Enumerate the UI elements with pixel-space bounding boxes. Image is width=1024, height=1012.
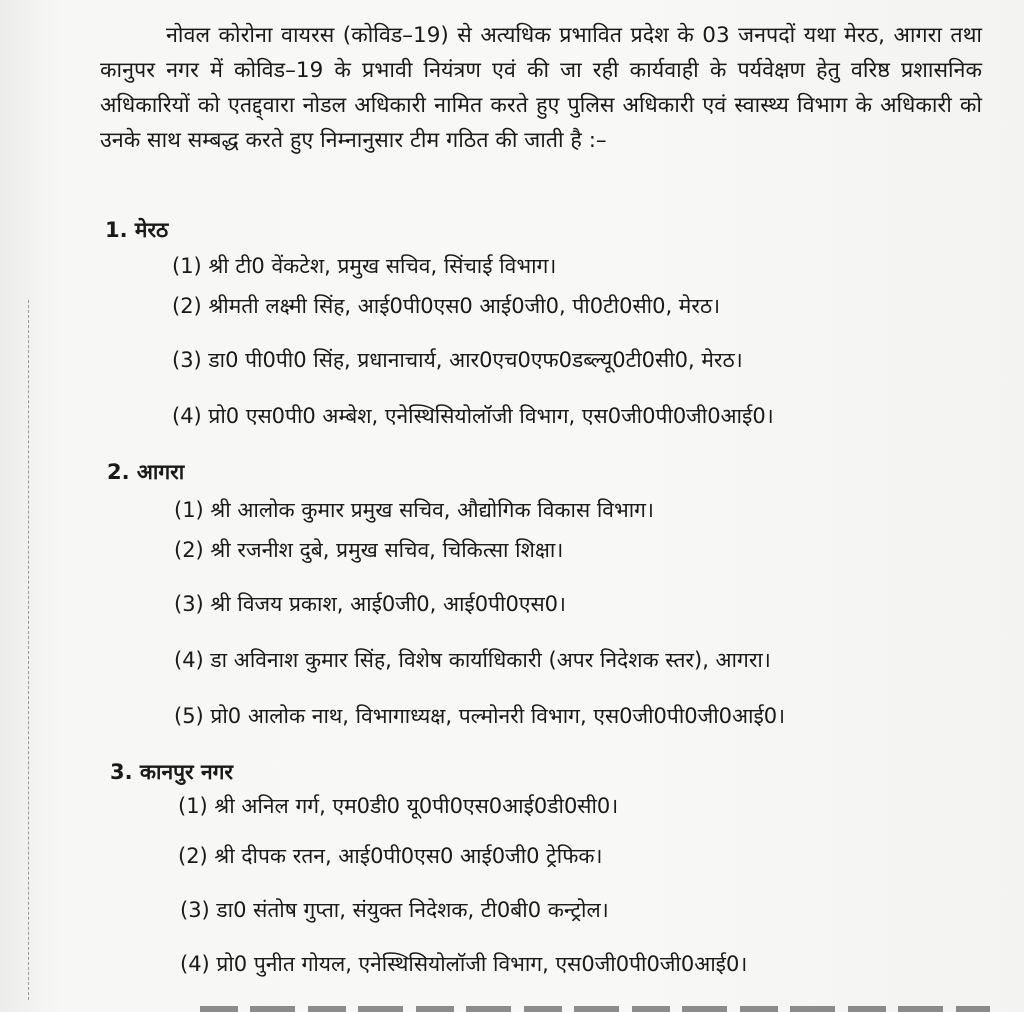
agra-item-2: (2) श्री रजनीश दुबे, प्रमुख सचिव, चिकित्सा शिक्षा। — [174, 538, 564, 562]
intro-paragraph: नोवल कोरोना वायरस (कोविड–19) से अत्यधिक प्रभावित प्रदेश के 03 जनपदों यथा मेरठ, आगरा तथा कानुपर नगर में कोविड–19 के प्रभावी नियंत्रण एवं की जा रही कार्यवाही के पर्यवेक्षण हेतु वरिष्ठ प्रशासनिक अधिकारियों को एतद्द्वारा नोडल अधिकारी नामित करते हुए पुलिस अधिकारी एवं स्वास्थ्य विभाग के अधिकारी को उनके साथ सम्बद्ध करते हुए निम्नानुसार टीम गठित की जाती है :– — [100, 23, 982, 153]
meerut-item-1: (1) श्री टी0 वेंकटेश, प्रमुख सचिव, सिंचाई विभाग। — [172, 254, 557, 278]
section-heading-agra: 2. आगरा — [107, 460, 185, 484]
agra-item-5: (5) प्रो0 आलोक नाथ, विभागाध्यक्ष, पल्मोनरी विभाग, एस0जी0पी0जी0आई0। — [174, 704, 786, 728]
margin-rule — [28, 300, 29, 1000]
cut-off-next-line — [200, 998, 990, 1012]
agra-item-1: (1) श्री आलोक कुमार प्रमुख सचिव, औद्योगिक विकास विभाग। — [174, 498, 654, 522]
meerut-item-2: (2) श्रीमती लक्ष्मी सिंह, आई0पी0एस0 आई0जी0, पी0टी0सी0, मेरठ। — [172, 294, 721, 318]
meerut-item-4: (4) प्रो0 एस0पी0 अम्बेश, एनेस्थिसियोलॉजी विभाग, एस0जी0पी0जी0आई0। — [172, 404, 774, 428]
meerut-item-3: (3) डा0 पी0पी0 सिंह, प्रधानाचार्य, आर0एच0एफ0डब्ल्यू0टी0सी0, मेरठ। — [172, 348, 743, 372]
agra-item-4: (4) डा अविनाश कुमार सिंह, विशेष कार्याधिकारी (अपर निदेशक स्तर), आगरा। — [174, 648, 771, 672]
section-heading-meerut: 1. मेरठ — [105, 218, 169, 242]
agra-item-3: (3) श्री विजय प्रकाश, आई0जी0, आई0पी0एस0। — [174, 592, 566, 616]
kanpur-item-2: (2) श्री दीपक रतन, आई0पी0एस0 आई0जी0 ट्रेफिक। — [178, 844, 603, 868]
kanpur-item-1: (1) श्री अनिल गर्ग, एम0डी0 यू0पी0एस0आई0डी0सी0। — [178, 794, 619, 818]
kanpur-item-3: (3) डा0 संतोष गुप्ता, संयुक्त निदेशक, टी0बी0 कन्ट्रोल। — [180, 898, 609, 922]
section-heading-kanpur: 3. कानपुर नगर — [110, 760, 234, 784]
kanpur-item-4: (4) प्रो0 पुनीत गोयल, एनेस्थिसियोलॉजी विभाग, एस0जी0पी0जी0आई0। — [180, 952, 748, 976]
